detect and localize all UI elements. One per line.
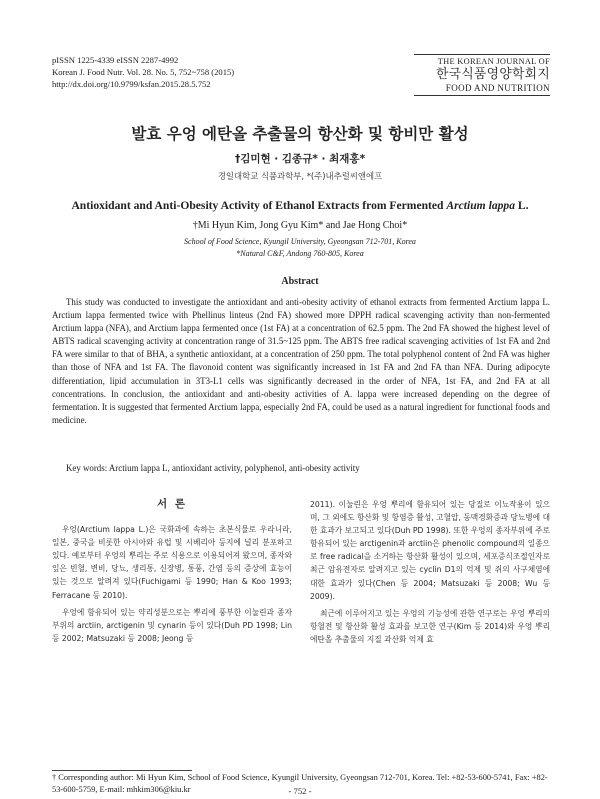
footnote-rule — [52, 770, 192, 771]
abstract-text: This study was conducted to investigate the antioxidant and anti-obesity activity of ethanol extracts from fermented Arctium lappa L. Arctium lappa fermented twice with Phellinus linteus (2nd FA) showed more DPPH radical scavenging activity than non-fermented Arctium lappa (NFA), and Arctium lappa fermented once (1st FA) at a concentration of 62.5 ppm. The 2nd FA showed the highest level of ABTS radical scavenging activity at concentration range of 31.5~125 ppm. The ABTS free radical scavenging activities of 1st FA and 2nd FA were similar to that of BHA, a synthetic antioxidant, at a concentration of 250 ppm. The total polyphenol content of 2nd FA was higher than those of NFA and 1st FA. The flavonoid content was significantly increased in 1st FA and 2nd FA than NFA. During adipocyte differentiation, lipid accumulation in 3T3-L1 cells was significantly decreased in the order of NFA, 1st FA, and 2nd FA at all concentrations. In conclusion, the antioxidant and anti-obesity activities of A. lappa were increased depending on the degree of fermentation. It is suggested that fermented Arctium lappa, especially 2nd FA, could be used as a natural ingredient for functional foods and medicine. — [52, 297, 550, 425]
right-column — [310, 498, 550, 646]
page-number: - 752 - — [288, 786, 312, 796]
title-english-end: L. — [515, 199, 529, 212]
authors-english: †Mi Hyun Kim, Jong Gyu Kim* and Jae Hong Choi* — [192, 220, 408, 231]
journal-english-name: FOOD AND NUTRITION — [414, 83, 550, 96]
title-korean: 발효 우엉 에탄올 추출물의 항산화 및 항비만 활성 — [131, 125, 469, 143]
citation-line: Korean J. Food Nutr. Vol. 28. No. 5, 752~758 (2015) — [52, 67, 235, 78]
issn-line: pISSN 1225-4339 eISSN 2287-4992 — [52, 55, 179, 65]
right-paragraph-1: 2011). 이눌린은 우엉 뿌리에 함유되어 있는 당질로 이뇨작용이 있으며, 그 외에도 항산화 및 항염증 활성, 고혈압, 동맥경화증과 당뇨병에 대한 효과가 보고되고 있다(Duh PD 1998). 또한 우엉의 종자부위에 주로 함유되어 있는 arctigenin과 arctiin은 phenolic compound의 일종으로 free radical을 소거하는 항산화 활성이 있으며, 세포증식조절인자로 최근 암유전자로 알려지고 있는 cyclin D1의 억제 및 쥐의 사구체염에 대한 효과가 있다(Chen 등 2004; Matsuzaki 등 2008; Wu 등 2009). — [310, 500, 550, 601]
abstract-body — [52, 296, 550, 427]
journal-top-line: THE KOREAN JOURNAL OF — [414, 54, 550, 66]
left-paragraph-1: 우엉(Arctium lappa L.)은 국화과에 속하는 초본식물로 우라니라, 일본, 중국을 비롯한 아시아와 유럽 및 시베리아 등지에 널리 분포하고 있다. 예로부터 우엉의 뿌리는 주로 식용으로 이용되어져 왔으며, 종자와 잎은 빈혈, 변비, 당뇨, 생리통, 신장병, 통풍, 간염 등의 증상에 효능이 있는 것으로 알려져 있다(Fuchigami 등 1990; Han & Koo 1993; Ferracane 등 2010). — [52, 525, 292, 600]
title-english — [0, 199, 600, 212]
journal-logo — [414, 54, 550, 96]
left-column — [52, 498, 292, 645]
affiliation-english-1: School of Food Science, Kyungil University, Gyeongsan 712-701, Korea — [184, 237, 416, 246]
affiliation-english-2: *Natural C&F, Andong 760-805, Korea — [236, 249, 364, 258]
title-english-main: Antioxidant and Anti-Obesity Activity of Ethanol Extracts from Fermented — [71, 199, 447, 212]
authors-korean: †김미현 · 김종규* · 최재홍* — [234, 153, 366, 165]
journal-korean-name: 한국식품영양학회지 — [436, 67, 550, 82]
doi-link[interactable]: http://dx.doi.org/10.9799/ksfan.2015.28.5.752 — [52, 79, 211, 90]
left-paragraph-2: 우엉에 함유되어 있는 약리성분으로는 뿌리에 풍부한 이눌린과 종자 부위의 arctiin, arctigenin 및 cynarin 등이 있다(Duh PD 1998; Lin 등 2002; Matsuzaki 등 2008; Jeong 등 — [52, 607, 292, 643]
title-english-species: Arctium lappa — [446, 199, 516, 212]
right-paragraph-2: 최근에 이루어지고 있는 우엉의 기능성에 관한 연구로는 우엉 뿌리의 항혈전 및 항산화 활성 효과를 보고한 연구(Kim 등 2014)와 우엉 뿌리 에탄올 추출물의 지질 과산화 억제 효 — [310, 608, 550, 644]
publication-meta — [52, 54, 234, 91]
affiliation-korean: 경일대학교 식품과학부, *(주)내추럴씨앤에프 — [217, 171, 383, 181]
keywords: Key words: Arctium lappa L, antioxidant activity, polyphenol, anti-obesity activity — [66, 463, 360, 473]
abstract-heading: Abstract — [281, 276, 319, 287]
corresponding-author-footnote: † Corresponding author: Mi Hyun Kim, School of Food Science, Kyungil University, Gyeongsan 712-701, Korea. Tel: +82-53-600-5741, Fax: +82-53-600-5759, E-mail: mhkim306@kiu.kr — [52, 773, 548, 794]
intro-heading: 서 론 — [157, 498, 187, 510]
